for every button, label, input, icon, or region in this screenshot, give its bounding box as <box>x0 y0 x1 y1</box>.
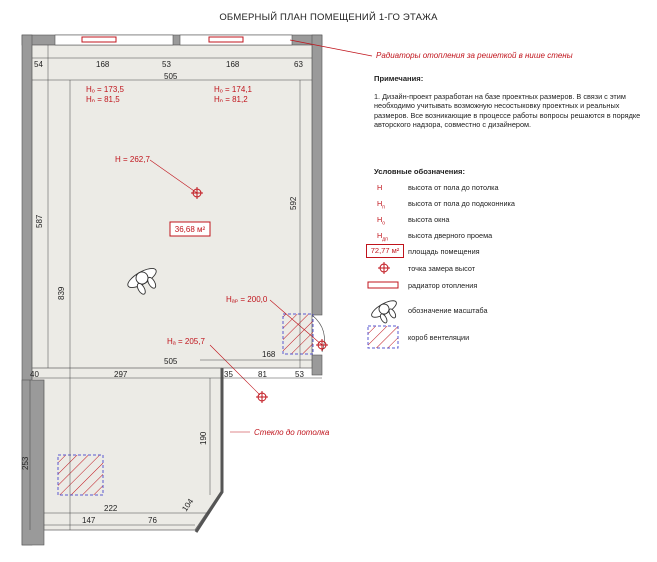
legend-label-radiator: радиатор отопления <box>408 281 478 290</box>
window1-height: Hₒ = 173,5 <box>86 85 124 94</box>
legend-area-box: 72,77 м² <box>366 244 404 258</box>
legend-label-area: площадь помещения <box>408 247 480 256</box>
dim-bottom-2: 297 <box>114 370 128 379</box>
dim-bottom-76: 76 <box>148 516 157 525</box>
glass-callout: Стекло до потолка <box>254 428 330 437</box>
legend-symbol-hdp: $H_{дп}$ <box>377 231 388 243</box>
wall-right-lower <box>312 355 322 375</box>
legend-symbol-hp: $H_п$ <box>377 199 385 211</box>
area-value: 36,68 м² <box>174 225 206 234</box>
wall-right <box>312 35 322 315</box>
dim-mid-right: 168 <box>262 350 276 359</box>
dim-lower-left: 253 <box>21 456 30 470</box>
dim-top-2: 168 <box>96 60 110 69</box>
dim-top-4: 168 <box>226 60 240 69</box>
legend-symbol-ho: $H_о$ <box>377 215 386 227</box>
window2-height: Hₒ = 174,1 <box>214 85 252 94</box>
dim-mid-total: 505 <box>164 357 178 366</box>
dim-bottom-1: 40 <box>30 370 39 379</box>
legend-label-door: высота дверного проема <box>408 231 493 240</box>
legend-label-ceiling: высота от пола до потолка <box>408 183 499 192</box>
legend-scale-icon <box>369 298 402 328</box>
window1-sill: Hₙ = 81,5 <box>86 95 120 104</box>
legend-symbol-h: H <box>377 183 383 192</box>
legend-label-sill: высота от пола до подоконника <box>408 199 515 208</box>
dim-top-total: 505 <box>164 72 178 81</box>
legend-radiator-icon <box>368 282 398 288</box>
vent-box-2 <box>58 455 103 495</box>
legend-label-scale: обозначение масштаба <box>408 306 488 315</box>
page-title: ОБМЕРНЫЙ ПЛАН ПОМЕЩЕНИЙ 1-ГО ЭТАЖА <box>219 12 438 23</box>
legend-vent-icon <box>368 326 398 348</box>
legend-point-icon <box>378 262 390 274</box>
notes-text: 1. Дизайн-проект разработан на базе проектных размеров. В связи с этим необходимо учитывать возможную несостыковку проектных и реальных размеров. Все возникающие в процессе работы вопросы решаются в порядке авторского надзора, совместно с дизайнером. <box>374 91 641 130</box>
window2-sill: Hₙ = 81,2 <box>214 95 248 104</box>
dim-diag-104: 104 <box>180 497 196 514</box>
dim-lower-wall: 190 <box>199 431 208 445</box>
door2-height: Hₐ = 205,7 <box>167 337 205 346</box>
legend-label-window: высота окна <box>408 215 450 224</box>
dim-top-5: 63 <box>294 60 303 69</box>
dim-top-3: 53 <box>162 60 171 69</box>
legend-heading: Условные обозначения: <box>374 167 466 176</box>
dim-bottom-3: 35 <box>224 370 233 379</box>
dim-bottom-4: 81 <box>258 370 267 379</box>
dim-right-592: 592 <box>289 196 298 210</box>
door1-height: Hₐₚ = 200,0 <box>226 295 268 304</box>
legend-label-vent: короб вентеляции <box>408 333 470 342</box>
dim-top-1: 54 <box>34 60 43 69</box>
dim-bottom-147: 147 <box>82 516 96 525</box>
radiators-callout: Радиаторы отопления за решеткой в нише стены <box>376 51 573 60</box>
notes-heading: Примечания: <box>374 74 424 83</box>
vent-box-1 <box>283 314 313 354</box>
dim-bottom-222: 222 <box>104 504 118 513</box>
legend-label-point: точка замера высот <box>408 264 476 273</box>
ceiling-height: H = 262,7 <box>115 155 150 164</box>
dim-left-839: 839 <box>57 286 66 300</box>
dim-left-587: 587 <box>35 214 44 228</box>
notes-block <box>374 74 642 130</box>
dim-bottom-5: 53 <box>295 370 304 379</box>
